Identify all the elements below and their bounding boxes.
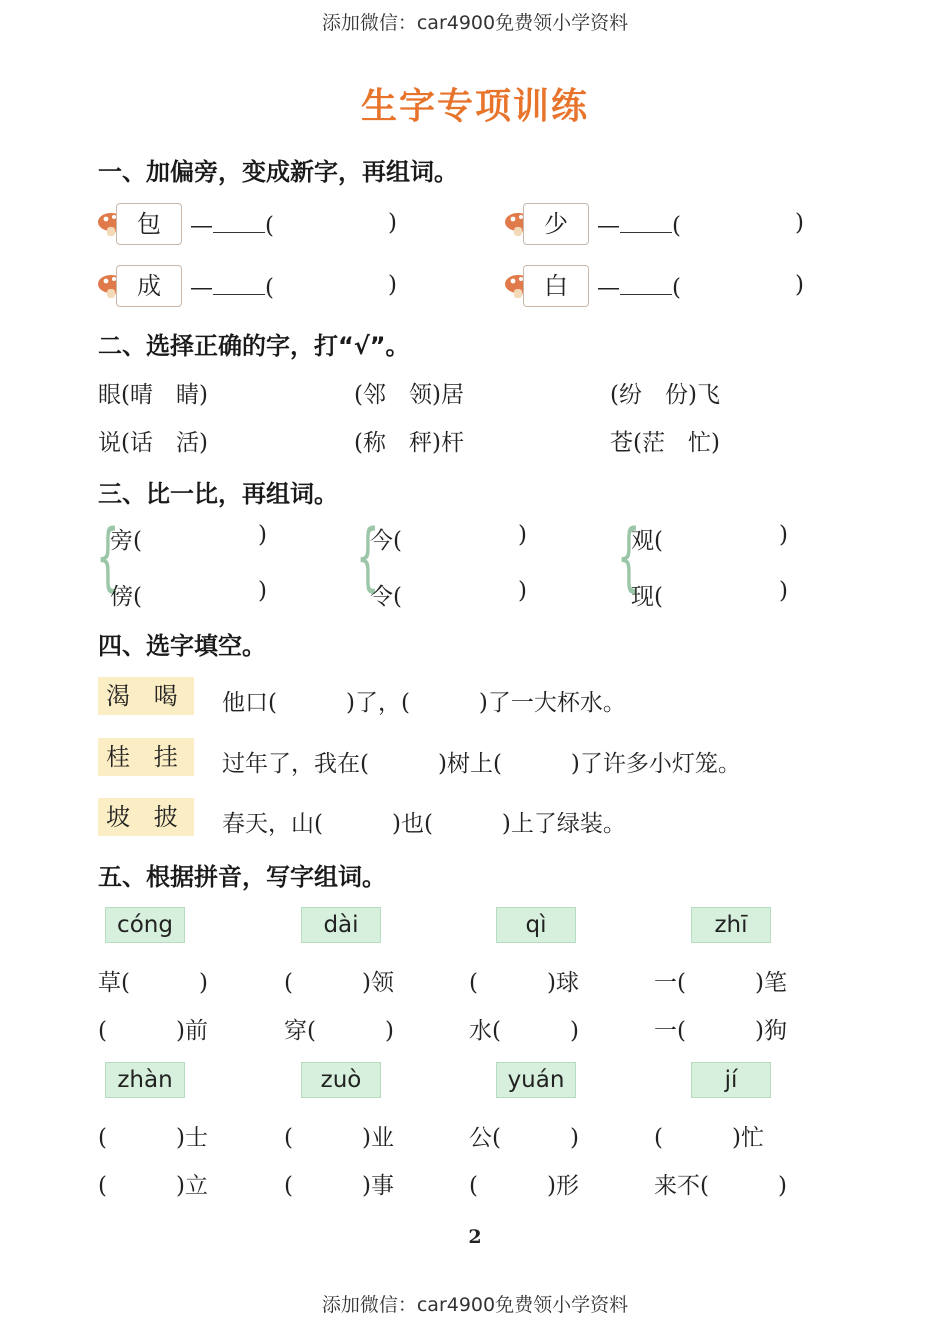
pinyin-tag: zuò [301,1062,381,1098]
close-paren: ) [779,522,788,548]
pinyin-tag: zhī [691,907,771,943]
answer-blank[interactable]: — ( [190,210,274,239]
word-blank[interactable]: ( )球 [469,970,579,996]
pinyin-tag: qì [496,907,576,943]
choice-chars: 桂 挂 [98,738,194,776]
answer-blank[interactable]: — ( [597,272,681,301]
word-blank[interactable]: ( )业 [284,1125,394,1151]
radical-char-box: 白 [523,265,589,307]
pinyin-tag: jí [691,1062,771,1098]
pinyin-tag: cóng [105,907,185,943]
close-paren: ) [518,522,527,548]
watermark-banner-bottom: 添加微信：car4900免费领小学资料 [321,1294,629,1316]
word-blank[interactable]: ( )事 [284,1173,394,1199]
curly-brace: { [96,514,120,600]
word-blank[interactable]: ( )士 [98,1125,208,1151]
fill-sentence[interactable]: 过年了，我在( )树上( )了许多小灯笼。 [222,751,741,777]
close-paren: ) [258,578,267,604]
word-blank[interactable]: 公( ) [469,1125,579,1151]
word-blank[interactable]: 一( )笔 [654,970,787,996]
word-blank[interactable]: 穿( ) [284,1018,394,1044]
word-blank[interactable]: 来不( ) [654,1173,787,1199]
pinyin-tag: yuán [496,1062,576,1098]
compare-item[interactable]: 旁( [110,528,142,554]
fill-sentence[interactable]: 春天，山( )也( )上了绿装。 [222,811,626,837]
close-paren: ) [388,272,397,298]
close-paren: ) [518,578,527,604]
close-paren: ) [795,272,804,298]
close-paren: ) [795,210,804,236]
page-title: 生字专项训练 [360,86,589,127]
section-1-heading: 一、加偏旁，变成新字，再组词。 [98,158,458,186]
word-blank[interactable]: ( )立 [98,1173,208,1199]
choice-item[interactable]: 眼(晴 睛) [98,382,208,408]
word-blank[interactable]: ( )形 [469,1173,579,1199]
compare-item[interactable]: 观( [631,528,663,554]
word-blank[interactable]: ( )领 [284,970,394,996]
section-3-heading: 三、比一比，再组词。 [98,480,338,508]
compare-item[interactable]: 傍( [110,584,142,610]
section-4-heading: 四、选字填空。 [98,632,266,660]
word-blank[interactable]: 水( ) [469,1018,579,1044]
compare-item[interactable]: 今( [370,528,402,554]
close-paren: ) [779,578,788,604]
choice-item[interactable]: 说(话 活) [98,430,208,456]
radical-char-box: 少 [523,203,589,245]
curly-brace: { [356,514,380,600]
section-2-heading: 二、选择正确的字，打“√”。 [98,332,410,360]
compare-item[interactable]: 令( [370,584,402,610]
compare-item[interactable]: 现( [631,584,663,610]
pinyin-tag: dài [301,907,381,943]
close-paren: ) [258,522,267,548]
fill-sentence[interactable]: 他口( )了，( )了一大杯水。 [222,690,626,716]
word-blank[interactable]: 一( )狗 [654,1018,787,1044]
choice-chars: 坡 披 [98,798,194,836]
word-blank[interactable]: ( )前 [98,1018,208,1044]
curly-brace: { [617,514,641,600]
close-paren: ) [388,210,397,236]
pinyin-tag: zhàn [105,1062,185,1098]
choice-item[interactable]: 苍(茫 忙) [610,430,720,456]
answer-blank[interactable]: — ( [190,272,274,301]
page-number: 2 [468,1226,482,1248]
radical-char-box: 包 [116,203,182,245]
watermark-banner-top: 添加微信：car4900免费领小学资料 [321,12,629,34]
answer-blank[interactable]: — ( [597,210,681,239]
choice-item[interactable]: (纷 份)飞 [610,382,720,408]
choice-item[interactable]: (称 秤)杆 [354,430,464,456]
radical-char-box: 成 [116,265,182,307]
word-blank[interactable]: 草( ) [98,970,208,996]
choice-item[interactable]: (邻 领)居 [354,382,464,408]
section-5-heading: 五、根据拼音，写字组词。 [98,863,386,891]
word-blank[interactable]: ( )忙 [654,1125,764,1151]
choice-chars: 渴 喝 [98,677,194,715]
